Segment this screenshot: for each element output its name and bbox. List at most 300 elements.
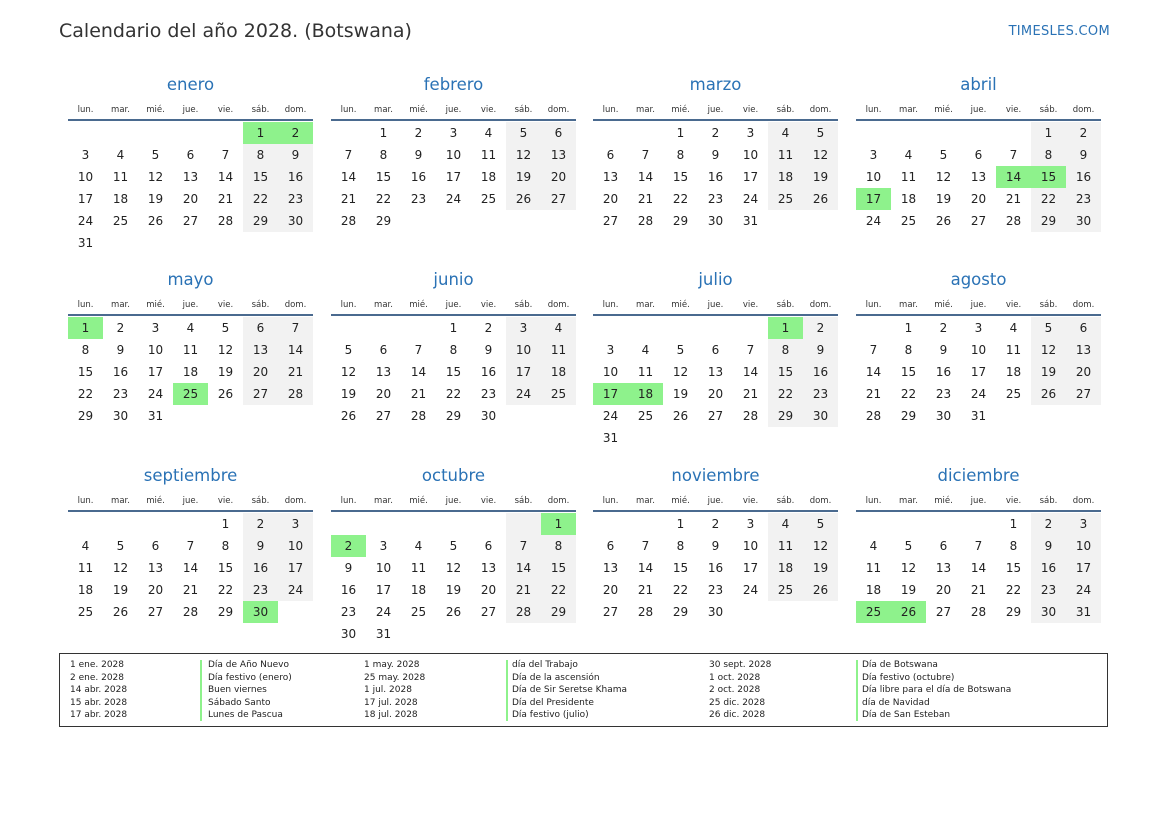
day-cell[interactable]: 15 xyxy=(1005,561,1022,575)
day-cell[interactable]: 6 xyxy=(243,317,278,339)
day-cell[interactable]: 3 xyxy=(379,539,388,553)
day-cell[interactable]: 8 xyxy=(541,535,576,557)
day-cell[interactable]: 2 xyxy=(116,321,125,335)
day-cell[interactable]: 10 xyxy=(970,343,987,357)
day-cell[interactable]: 27 xyxy=(707,409,724,423)
day-cell[interactable]: 22 xyxy=(900,387,917,401)
day-cell[interactable]: 8 xyxy=(243,144,278,166)
day-cell[interactable]: 17 xyxy=(970,365,987,379)
day-cell[interactable]: 21 xyxy=(182,583,199,597)
day-cell[interactable]: 24 xyxy=(970,387,987,401)
day-cell[interactable]: 21 xyxy=(637,192,654,206)
day-cell[interactable]: 2 xyxy=(939,321,948,335)
day-cell[interactable]: 14 xyxy=(996,166,1031,188)
day-cell[interactable]: 12 xyxy=(506,144,541,166)
day-cell[interactable]: 21 xyxy=(217,192,234,206)
day-cell[interactable]: 11 xyxy=(637,365,654,379)
day-cell[interactable]: 25 xyxy=(410,605,427,619)
day-cell[interactable]: 11 xyxy=(900,170,917,184)
day-cell[interactable]: 6 xyxy=(939,539,948,553)
day-cell[interactable]: 6 xyxy=(606,148,615,162)
day-cell[interactable]: 1 xyxy=(541,513,576,535)
day-cell[interactable]: 28 xyxy=(865,409,882,423)
day-cell[interactable]: 15 xyxy=(375,170,392,184)
day-cell[interactable]: 3 xyxy=(81,148,90,162)
day-cell[interactable]: 24 xyxy=(77,214,94,228)
day-cell[interactable]: 16 xyxy=(803,361,838,383)
day-cell[interactable]: 10 xyxy=(865,170,882,184)
day-cell[interactable]: 24 xyxy=(445,192,462,206)
day-cell[interactable]: 7 xyxy=(869,343,878,357)
day-cell[interactable]: 19 xyxy=(900,583,917,597)
day-cell[interactable]: 30 xyxy=(340,627,357,641)
day-cell[interactable]: 16 xyxy=(112,365,129,379)
day-cell[interactable]: 26 xyxy=(147,214,164,228)
day-cell[interactable]: 26 xyxy=(672,409,689,423)
day-cell[interactable]: 18 xyxy=(112,192,129,206)
day-cell[interactable]: 12 xyxy=(900,561,917,575)
day-cell[interactable]: 10 xyxy=(77,170,94,184)
day-cell[interactable]: 10 xyxy=(147,343,164,357)
day-cell[interactable]: 20 xyxy=(480,583,497,597)
day-cell[interactable]: 17 xyxy=(1066,557,1101,579)
day-cell[interactable]: 13 xyxy=(147,561,164,575)
day-cell[interactable]: 25 xyxy=(768,579,803,601)
day-cell[interactable]: 7 xyxy=(746,343,755,357)
day-cell[interactable]: 30 xyxy=(1066,210,1101,232)
day-cell[interactable]: 18 xyxy=(1005,365,1022,379)
day-cell[interactable]: 6 xyxy=(974,148,983,162)
day-cell[interactable]: 6 xyxy=(186,148,195,162)
day-cell[interactable]: 5 xyxy=(151,148,160,162)
day-cell[interactable]: 4 xyxy=(1009,321,1018,335)
day-cell[interactable]: 30 xyxy=(480,409,497,423)
day-cell[interactable]: 19 xyxy=(803,557,838,579)
day-cell[interactable]: 16 xyxy=(278,166,313,188)
day-cell[interactable]: 15 xyxy=(900,365,917,379)
day-cell[interactable]: 28 xyxy=(182,605,199,619)
day-cell[interactable]: 28 xyxy=(637,214,654,228)
day-cell[interactable]: 21 xyxy=(278,361,313,383)
day-cell[interactable]: 9 xyxy=(711,148,720,162)
day-cell[interactable]: 10 xyxy=(278,535,313,557)
day-cell[interactable]: 30 xyxy=(707,214,724,228)
day-cell[interactable]: 14 xyxy=(637,170,654,184)
day-cell[interactable]: 9 xyxy=(1066,144,1101,166)
day-cell[interactable]: 15 xyxy=(1031,166,1066,188)
day-cell[interactable]: 10 xyxy=(1066,535,1101,557)
day-cell[interactable]: 22 xyxy=(243,188,278,210)
day-cell[interactable]: 23 xyxy=(243,579,278,601)
day-cell[interactable]: 10 xyxy=(742,539,759,553)
day-cell[interactable]: 17 xyxy=(147,365,164,379)
day-cell[interactable]: 24 xyxy=(865,214,882,228)
day-cell[interactable]: 24 xyxy=(278,579,313,601)
day-cell[interactable]: 27 xyxy=(541,188,576,210)
day-cell[interactable]: 3 xyxy=(746,126,755,140)
day-cell[interactable]: 23 xyxy=(1031,579,1066,601)
day-cell[interactable]: 21 xyxy=(506,579,541,601)
day-cell[interactable]: 25 xyxy=(856,601,891,623)
day-cell[interactable]: 15 xyxy=(217,561,234,575)
day-cell[interactable]: 29 xyxy=(1031,210,1066,232)
day-cell[interactable]: 4 xyxy=(414,539,423,553)
day-cell[interactable]: 10 xyxy=(375,561,392,575)
day-cell[interactable]: 2 xyxy=(331,535,366,557)
day-cell[interactable]: 28 xyxy=(340,214,357,228)
day-cell[interactable]: 22 xyxy=(1031,188,1066,210)
day-cell[interactable]: 5 xyxy=(116,539,125,553)
day-cell[interactable]: 25 xyxy=(900,214,917,228)
day-cell[interactable]: 6 xyxy=(606,539,615,553)
day-cell[interactable]: 12 xyxy=(147,170,164,184)
day-cell[interactable]: 15 xyxy=(445,365,462,379)
day-cell[interactable]: 29 xyxy=(1005,605,1022,619)
day-cell[interactable]: 1 xyxy=(243,122,278,144)
day-cell[interactable]: 22 xyxy=(445,387,462,401)
day-cell[interactable]: 12 xyxy=(217,343,234,357)
day-cell[interactable]: 16 xyxy=(1031,557,1066,579)
day-cell[interactable]: 18 xyxy=(541,361,576,383)
day-cell[interactable]: 13 xyxy=(182,170,199,184)
day-cell[interactable]: 20 xyxy=(602,192,619,206)
day-cell[interactable]: 22 xyxy=(77,387,94,401)
day-cell[interactable]: 11 xyxy=(768,535,803,557)
day-cell[interactable]: 15 xyxy=(541,557,576,579)
day-cell[interactable]: 29 xyxy=(672,605,689,619)
day-cell[interactable]: 23 xyxy=(112,387,129,401)
day-cell[interactable]: 7 xyxy=(1009,148,1018,162)
day-cell[interactable]: 13 xyxy=(602,170,619,184)
day-cell[interactable]: 18 xyxy=(865,583,882,597)
day-cell[interactable]: 5 xyxy=(344,343,353,357)
day-cell[interactable]: 12 xyxy=(112,561,129,575)
day-cell[interactable]: 16 xyxy=(707,561,724,575)
day-cell[interactable]: 16 xyxy=(1066,166,1101,188)
day-cell[interactable]: 27 xyxy=(375,409,392,423)
day-cell[interactable]: 9 xyxy=(278,144,313,166)
day-cell[interactable]: 16 xyxy=(935,365,952,379)
day-cell[interactable]: 25 xyxy=(541,383,576,405)
day-cell[interactable]: 5 xyxy=(449,539,458,553)
day-cell[interactable]: 22 xyxy=(1005,583,1022,597)
day-cell[interactable]: 9 xyxy=(116,343,125,357)
day-cell[interactable]: 29 xyxy=(77,409,94,423)
day-cell[interactable]: 29 xyxy=(445,409,462,423)
day-cell[interactable]: 28 xyxy=(1005,214,1022,228)
day-cell[interactable]: 29 xyxy=(243,210,278,232)
day-cell[interactable]: 9 xyxy=(344,561,353,575)
day-cell[interactable]: 26 xyxy=(803,188,838,210)
day-cell[interactable]: 24 xyxy=(1066,579,1101,601)
day-cell[interactable]: 9 xyxy=(1031,535,1066,557)
day-cell[interactable]: 30 xyxy=(707,605,724,619)
day-cell[interactable]: 13 xyxy=(970,170,987,184)
day-cell[interactable]: 3 xyxy=(746,517,755,531)
day-cell[interactable]: 21 xyxy=(742,387,759,401)
day-cell[interactable]: 13 xyxy=(707,365,724,379)
day-cell[interactable]: 21 xyxy=(865,387,882,401)
day-cell[interactable]: 4 xyxy=(484,126,493,140)
day-cell[interactable]: 4 xyxy=(768,513,803,535)
day-cell[interactable]: 14 xyxy=(340,170,357,184)
day-cell[interactable]: 2 xyxy=(1066,122,1101,144)
day-cell[interactable]: 24 xyxy=(602,409,619,423)
day-cell[interactable]: 16 xyxy=(243,557,278,579)
day-cell[interactable]: 23 xyxy=(480,387,497,401)
day-cell[interactable]: 20 xyxy=(541,166,576,188)
day-cell[interactable]: 9 xyxy=(414,148,423,162)
day-cell[interactable]: 5 xyxy=(939,148,948,162)
day-cell[interactable]: 1 xyxy=(68,317,103,339)
day-cell[interactable]: 21 xyxy=(340,192,357,206)
day-cell[interactable]: 7 xyxy=(641,148,650,162)
day-cell[interactable]: 30 xyxy=(278,210,313,232)
day-cell[interactable]: 2 xyxy=(278,122,313,144)
day-cell[interactable]: 27 xyxy=(182,214,199,228)
day-cell[interactable]: 23 xyxy=(1066,188,1101,210)
day-cell[interactable]: 9 xyxy=(243,535,278,557)
day-cell[interactable]: 3 xyxy=(1066,513,1101,535)
day-cell[interactable]: 31 xyxy=(1066,601,1101,623)
day-cell[interactable]: 12 xyxy=(803,144,838,166)
day-cell[interactable]: 26 xyxy=(891,601,926,623)
day-cell[interactable]: 24 xyxy=(506,383,541,405)
day-cell[interactable]: 5 xyxy=(221,321,230,335)
day-cell[interactable]: 25 xyxy=(77,605,94,619)
day-cell[interactable]: 12 xyxy=(803,535,838,557)
day-cell[interactable]: 18 xyxy=(768,166,803,188)
day-cell[interactable]: 2 xyxy=(484,321,493,335)
day-cell[interactable]: 13 xyxy=(480,561,497,575)
day-cell[interactable]: 20 xyxy=(1066,361,1101,383)
day-cell[interactable]: 16 xyxy=(340,583,357,597)
day-cell[interactable]: 9 xyxy=(939,343,948,357)
day-cell[interactable]: 31 xyxy=(602,431,619,445)
day-cell[interactable]: 20 xyxy=(182,192,199,206)
day-cell[interactable]: 25 xyxy=(173,383,208,405)
day-cell[interactable]: 5 xyxy=(506,122,541,144)
day-cell[interactable]: 25 xyxy=(637,409,654,423)
day-cell[interactable]: 10 xyxy=(602,365,619,379)
day-cell[interactable]: 11 xyxy=(112,170,129,184)
day-cell[interactable]: 18 xyxy=(410,583,427,597)
day-cell[interactable]: 8 xyxy=(768,339,803,361)
day-cell[interactable]: 17 xyxy=(278,557,313,579)
day-cell[interactable]: 23 xyxy=(803,383,838,405)
day-cell[interactable]: 30 xyxy=(112,409,129,423)
day-cell[interactable]: 19 xyxy=(672,387,689,401)
day-cell[interactable]: 21 xyxy=(410,387,427,401)
day-cell[interactable]: 15 xyxy=(768,361,803,383)
day-cell[interactable]: 6 xyxy=(541,122,576,144)
day-cell[interactable]: 21 xyxy=(637,583,654,597)
day-cell[interactable]: 6 xyxy=(711,343,720,357)
day-cell[interactable]: 17 xyxy=(742,561,759,575)
day-cell[interactable]: 15 xyxy=(672,561,689,575)
day-cell[interactable]: 2 xyxy=(414,126,423,140)
day-cell[interactable]: 19 xyxy=(506,166,541,188)
day-cell[interactable]: 15 xyxy=(243,166,278,188)
day-cell[interactable]: 29 xyxy=(217,605,234,619)
day-cell[interactable]: 26 xyxy=(112,605,129,619)
day-cell[interactable]: 12 xyxy=(445,561,462,575)
day-cell[interactable]: 15 xyxy=(77,365,94,379)
day-cell[interactable]: 2 xyxy=(1031,513,1066,535)
day-cell[interactable]: 11 xyxy=(182,343,199,357)
day-cell[interactable]: 3 xyxy=(506,317,541,339)
day-cell[interactable]: 4 xyxy=(541,317,576,339)
day-cell[interactable]: 3 xyxy=(869,148,878,162)
day-cell[interactable]: 14 xyxy=(278,339,313,361)
day-cell[interactable]: 7 xyxy=(974,539,983,553)
day-cell[interactable]: 24 xyxy=(742,192,759,206)
day-cell[interactable]: 27 xyxy=(1066,383,1101,405)
day-cell[interactable]: 31 xyxy=(742,214,759,228)
day-cell[interactable]: 14 xyxy=(182,561,199,575)
day-cell[interactable]: 6 xyxy=(484,539,493,553)
day-cell[interactable]: 18 xyxy=(182,365,199,379)
day-cell[interactable]: 15 xyxy=(672,170,689,184)
day-cell[interactable]: 27 xyxy=(935,605,952,619)
day-cell[interactable]: 6 xyxy=(379,343,388,357)
day-cell[interactable]: 1 xyxy=(1031,122,1066,144)
day-cell[interactable]: 25 xyxy=(112,214,129,228)
day-cell[interactable]: 22 xyxy=(217,583,234,597)
day-cell[interactable]: 18 xyxy=(768,557,803,579)
day-cell[interactable]: 14 xyxy=(742,365,759,379)
day-cell[interactable]: 11 xyxy=(77,561,94,575)
day-cell[interactable]: 31 xyxy=(77,236,94,250)
day-cell[interactable]: 23 xyxy=(707,583,724,597)
day-cell[interactable]: 3 xyxy=(278,513,313,535)
day-cell[interactable]: 31 xyxy=(375,627,392,641)
day-cell[interactable]: 1 xyxy=(379,126,388,140)
day-cell[interactable]: 2 xyxy=(711,126,720,140)
day-cell[interactable]: 23 xyxy=(935,387,952,401)
day-cell[interactable]: 8 xyxy=(676,148,685,162)
day-cell[interactable]: 12 xyxy=(1031,339,1066,361)
day-cell[interactable]: 27 xyxy=(243,383,278,405)
day-cell[interactable]: 17 xyxy=(375,583,392,597)
day-cell[interactable]: 20 xyxy=(243,361,278,383)
day-cell[interactable]: 22 xyxy=(768,383,803,405)
day-cell[interactable]: 12 xyxy=(672,365,689,379)
day-cell[interactable]: 20 xyxy=(602,583,619,597)
day-cell[interactable]: 27 xyxy=(602,605,619,619)
day-cell[interactable]: 4 xyxy=(904,148,913,162)
day-cell[interactable]: 4 xyxy=(116,148,125,162)
day-cell[interactable]: 26 xyxy=(217,387,234,401)
day-cell[interactable]: 23 xyxy=(278,188,313,210)
day-cell[interactable]: 17 xyxy=(77,192,94,206)
day-cell[interactable]: 19 xyxy=(803,166,838,188)
day-cell[interactable]: 8 xyxy=(1009,539,1018,553)
day-cell[interactable]: 19 xyxy=(340,387,357,401)
day-cell[interactable]: 13 xyxy=(243,339,278,361)
day-cell[interactable]: 1 xyxy=(676,126,685,140)
day-cell[interactable]: 9 xyxy=(484,343,493,357)
day-cell[interactable]: 18 xyxy=(900,192,917,206)
day-cell[interactable]: 30 xyxy=(243,601,278,623)
day-cell[interactable]: 24 xyxy=(742,583,759,597)
day-cell[interactable]: 1 xyxy=(449,321,458,335)
day-cell[interactable]: 7 xyxy=(344,148,353,162)
day-cell[interactable]: 21 xyxy=(970,583,987,597)
day-cell[interactable]: 20 xyxy=(970,192,987,206)
day-cell[interactable]: 26 xyxy=(1031,383,1066,405)
day-cell[interactable]: 16 xyxy=(480,365,497,379)
day-cell[interactable]: 7 xyxy=(278,317,313,339)
day-cell[interactable]: 11 xyxy=(865,561,882,575)
day-cell[interactable]: 26 xyxy=(445,605,462,619)
day-cell[interactable]: 31 xyxy=(970,409,987,423)
day-cell[interactable]: 28 xyxy=(970,605,987,619)
day-cell[interactable]: 24 xyxy=(147,387,164,401)
day-cell[interactable]: 14 xyxy=(865,365,882,379)
day-cell[interactable]: 28 xyxy=(742,409,759,423)
day-cell[interactable]: 1 xyxy=(676,517,685,531)
day-cell[interactable]: 1 xyxy=(221,517,230,531)
day-cell[interactable]: 27 xyxy=(147,605,164,619)
day-cell[interactable]: 20 xyxy=(935,583,952,597)
day-cell[interactable]: 23 xyxy=(707,192,724,206)
day-cell[interactable]: 11 xyxy=(1005,343,1022,357)
day-cell[interactable]: 7 xyxy=(506,535,541,557)
day-cell[interactable]: 19 xyxy=(1031,361,1066,383)
day-cell[interactable]: 13 xyxy=(935,561,952,575)
day-cell[interactable]: 30 xyxy=(1031,601,1066,623)
day-cell[interactable]: 28 xyxy=(506,601,541,623)
day-cell[interactable]: 20 xyxy=(375,387,392,401)
day-cell[interactable]: 10 xyxy=(445,148,462,162)
day-cell[interactable]: 23 xyxy=(340,605,357,619)
day-cell[interactable]: 7 xyxy=(641,539,650,553)
day-cell[interactable]: 14 xyxy=(410,365,427,379)
day-cell[interactable]: 3 xyxy=(974,321,983,335)
day-cell[interactable]: 29 xyxy=(672,214,689,228)
day-cell[interactable]: 26 xyxy=(340,409,357,423)
day-cell[interactable]: 26 xyxy=(506,188,541,210)
day-cell[interactable]: 27 xyxy=(602,214,619,228)
day-cell[interactable]: 8 xyxy=(449,343,458,357)
day-cell[interactable]: 1 xyxy=(904,321,913,335)
day-cell[interactable]: 19 xyxy=(112,583,129,597)
day-cell[interactable]: 30 xyxy=(935,409,952,423)
day-cell[interactable]: 4 xyxy=(81,539,90,553)
day-cell[interactable]: 21 xyxy=(1005,192,1022,206)
day-cell[interactable]: 1 xyxy=(768,317,803,339)
day-cell[interactable]: 7 xyxy=(414,343,423,357)
day-cell[interactable]: 25 xyxy=(480,192,497,206)
day-cell[interactable]: 28 xyxy=(217,214,234,228)
day-cell[interactable]: 13 xyxy=(541,144,576,166)
day-cell[interactable]: 11 xyxy=(541,339,576,361)
day-cell[interactable]: 19 xyxy=(147,192,164,206)
day-cell[interactable]: 16 xyxy=(707,170,724,184)
day-cell[interactable]: 25 xyxy=(768,188,803,210)
day-cell[interactable]: 31 xyxy=(147,409,164,423)
day-cell[interactable]: 11 xyxy=(480,148,497,162)
day-cell[interactable]: 22 xyxy=(672,583,689,597)
day-cell[interactable]: 28 xyxy=(637,605,654,619)
day-cell[interactable]: 11 xyxy=(768,144,803,166)
day-cell[interactable]: 10 xyxy=(506,339,541,361)
day-cell[interactable]: 7 xyxy=(221,148,230,162)
day-cell[interactable]: 28 xyxy=(410,409,427,423)
day-cell[interactable]: 17 xyxy=(856,188,891,210)
day-cell[interactable]: 6 xyxy=(151,539,160,553)
